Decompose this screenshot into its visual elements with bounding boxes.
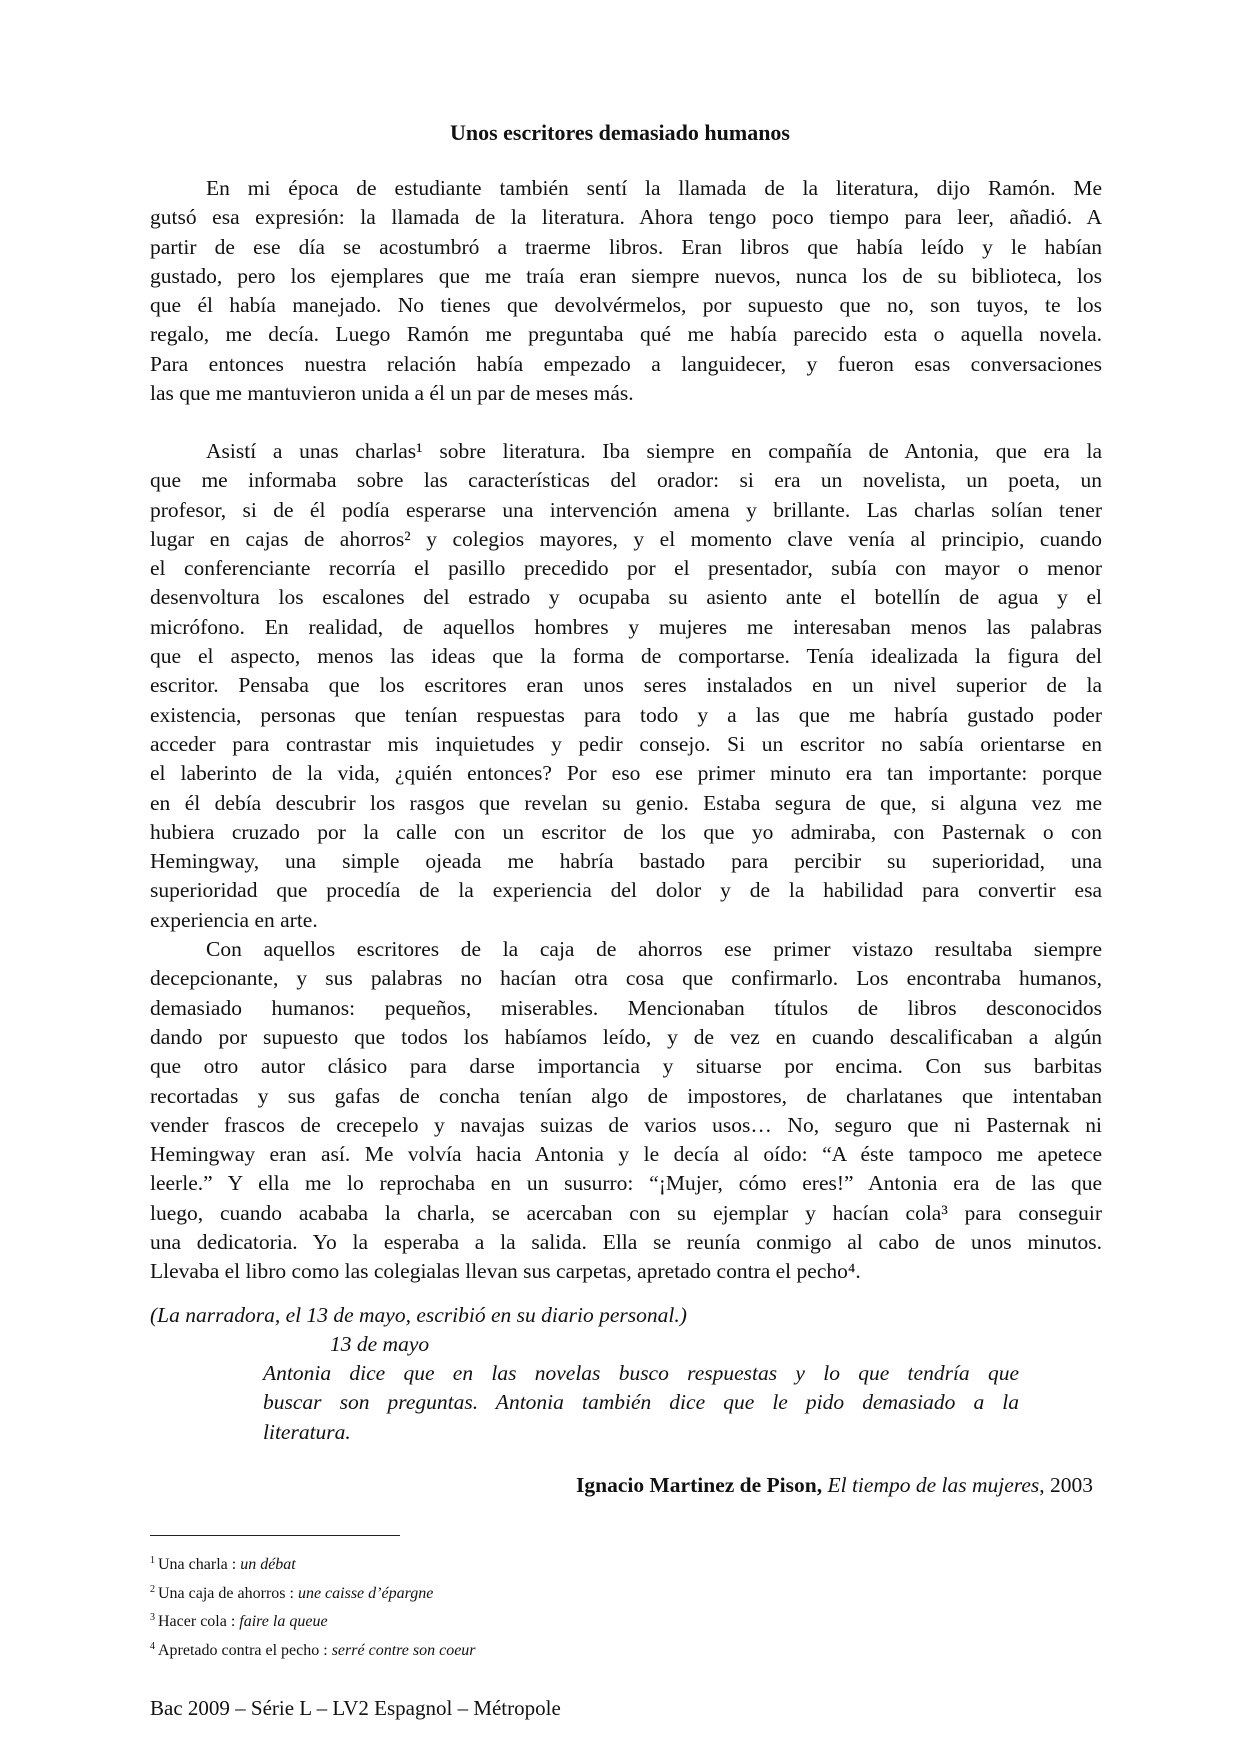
diary-date: 13 de mayo <box>330 1332 430 1356</box>
text-line: Antonia dice que en las novelas busco respuestas y lo que tendría que <box>263 1361 1019 1385</box>
text-line: que él había manejado. No tienes que devolvérmelos, por supuesto que no, son tuyos, te los <box>150 293 1102 318</box>
text-line: que me informaba sobre las características del orador: si era un novelista, un poeta, un <box>150 468 1102 493</box>
footnote-term: Una caja de ahorros : <box>158 1584 298 1602</box>
text-line: literatura. <box>263 1419 351 1444</box>
text-line: leerle.” Y ella me lo reprochaba en un susurro: “¡Mujer, cómo eres!” Antonia era de las que <box>150 1171 1102 1196</box>
source-book: El tiempo de las mujeres <box>827 1473 1040 1497</box>
text-line: En mi época de estudiante también sentí la llamada de la literatura, dijo Ramón. Me <box>206 176 1102 200</box>
text-line: dando por supuesto que todos los habíamos leído, y de vez en cuando descalificaban a algún <box>150 1024 1102 1049</box>
page-footer: Bac 2009 – Série L – LV2 Espagnol – Métropole <box>150 1696 561 1720</box>
text-line: el conferenciante recorría el pasillo precedido por el presentador, subía con mayor o menor <box>150 556 1102 581</box>
text-line: existencia, personas que tenían respuestas para todo y a las que me habría gustado poder <box>150 702 1102 727</box>
footnote-separator <box>150 1535 400 1536</box>
text-line: profesor, si de él podía esperarse una intervención amena y brillante. Las charlas solían tener <box>150 497 1102 522</box>
source-citation <box>576 1471 1093 1500</box>
paragraph-1 <box>150 174 1102 408</box>
footnote-translation: un débat <box>240 1556 296 1573</box>
footnote-term: Hacer cola : <box>158 1613 240 1630</box>
footnotes <box>150 1549 476 1663</box>
text-line: que otro autor clásico para darse importancia y situarse por encima. Con sus barbitas <box>150 1054 1102 1079</box>
narration-note: (La narradora, el 13 de mayo, escribió en su diario personal.) <box>150 1303 687 1327</box>
footnote-term: Una charla : <box>158 1556 241 1573</box>
source-year: , 2003 <box>1039 1473 1093 1497</box>
text-line: partir de ese día se acostumbró a traerme libros. Eran libros que había leído y le habían <box>150 234 1102 259</box>
footnote-number: 2 <box>150 1583 155 1595</box>
text-line: lugar en cajas de ahorros² y colegios mayores, y el momento clave venía al principio, cuando <box>150 526 1102 551</box>
text-line: regalo, me decía. Luego Ramón me preguntaba qué me había parecido esta o aquella novela. <box>150 322 1102 347</box>
footnote-number: 4 <box>150 1640 155 1652</box>
text-line: superioridad que procedía de la experiencia del dolor y de la habilidad para convertir esa <box>150 878 1102 903</box>
footnote-translation: serré contre son coeur <box>331 1641 476 1659</box>
text-line: que el aspecto, menos las ideas que la forma de comportarse. Tenía idealizada la figura del <box>150 644 1102 669</box>
footnote-number: 3 <box>150 1612 155 1623</box>
footnote-translation: faire la queue <box>239 1613 328 1630</box>
text-line: desenvoltura los escalones del estrado y ocupaba su asiento ante el botellín de agua y el <box>150 585 1102 610</box>
text-line: buscar son preguntas. Antonia también dice que le pido demasiado a la <box>263 1390 1019 1415</box>
text-line: micrófono. En realidad, de aquellos hombres y mujeres me interesaban menos las palabras <box>150 614 1102 639</box>
footnote <box>150 1606 476 1635</box>
paragraph-2-3 <box>150 437 1102 1287</box>
text-line: acceder para contrastar mis inquietudes y pedir consejo. Si un escritor no sabía orientarse en <box>150 731 1102 756</box>
footnote <box>150 1635 476 1664</box>
text-line: Llevaba el libro como las colegialas llevan sus carpetas, apretado contra el pecho⁴. <box>150 1259 861 1284</box>
text-line: Con aquellos escritores de la caja de ahorros ese primer vistazo resultaba siempre <box>206 937 1102 962</box>
text-line: vender frascos de crecepelo y navajas suizas de varios usos… No, seguro que ni Pasternak ni <box>150 1112 1102 1137</box>
footnote-term: Apretado contra el pecho : <box>158 1641 332 1659</box>
text-line: demasiado humanos: pequeños, miserables. Mencionaban títulos de libros desconocidos <box>150 995 1102 1020</box>
text-line: Asistí a unas charlas¹ sobre literatura. Iba siempre en compañía de Antonia, que era la <box>206 439 1102 463</box>
text-line: Para entonces nuestra relación había empezado a languidecer, y fueron esas conversaciones <box>150 351 1102 376</box>
footnote-number: 1 <box>150 1555 155 1566</box>
text-line: las que me mantuvieron unida a él un par de meses más. <box>150 381 634 406</box>
text-line: Hemingway, una simple ojeada me habría bastado para percibir su superioridad, una <box>150 849 1102 874</box>
footnote <box>150 1549 476 1578</box>
source-author: Ignacio Martinez de Pison, <box>576 1473 823 1497</box>
footnote <box>150 1578 476 1607</box>
text-line: recortadas y sus gafas de concha tenían algo de impostores, de charlatanes que intentaban <box>150 1083 1102 1108</box>
document-title: Unos escritores demasiado humanos <box>449 120 790 145</box>
text-line: decepcionante, y sus palabras no hacían otra cosa que confirmarlo. Los encontraba humanos, <box>150 966 1102 991</box>
text-line: una dedicatoria. Yo la esperaba a la salida. Ella se reunía conmigo al cabo de unos minutos. <box>150 1230 1102 1255</box>
footnote-translation: une caisse d’épargne <box>297 1584 434 1602</box>
text-line: experiencia en arte. <box>150 907 318 932</box>
text-line: hubiera cruzado por la calle con un escritor de los que yo admiraba, con Pasternak o con <box>150 819 1102 844</box>
text-line: escritor. Pensaba que los escritores eran unos seres instalados en un nivel superior de la <box>150 673 1102 698</box>
text-line: gustado, pero los ejemplares que me traía eran siempre nuevos, nunca los de su biblioteca, los <box>150 263 1102 288</box>
text-line: el laberinto de la vida, ¿quién entonces? Por eso ese primer minuto era tan importante: porque <box>150 761 1102 786</box>
text-line: Hemingway eran así. Me volvía hacia Antonia y le decía al oído: “A éste tampoco me apetece <box>150 1142 1102 1167</box>
text-line: gutsó esa expresión: la llamada de la literatura. Ahora tengo poco tiempo para leer, añadió. A <box>150 205 1102 230</box>
text-line: en él debía descubrir los rasgos que revelan su genio. Estaba segura de que, si alguna vez me <box>150 790 1102 815</box>
diary-entry <box>263 1359 1019 1447</box>
text-line: luego, cuando acababa la charla, se acercaban con su ejemplar y hacían cola³ para conseguir <box>150 1200 1102 1225</box>
